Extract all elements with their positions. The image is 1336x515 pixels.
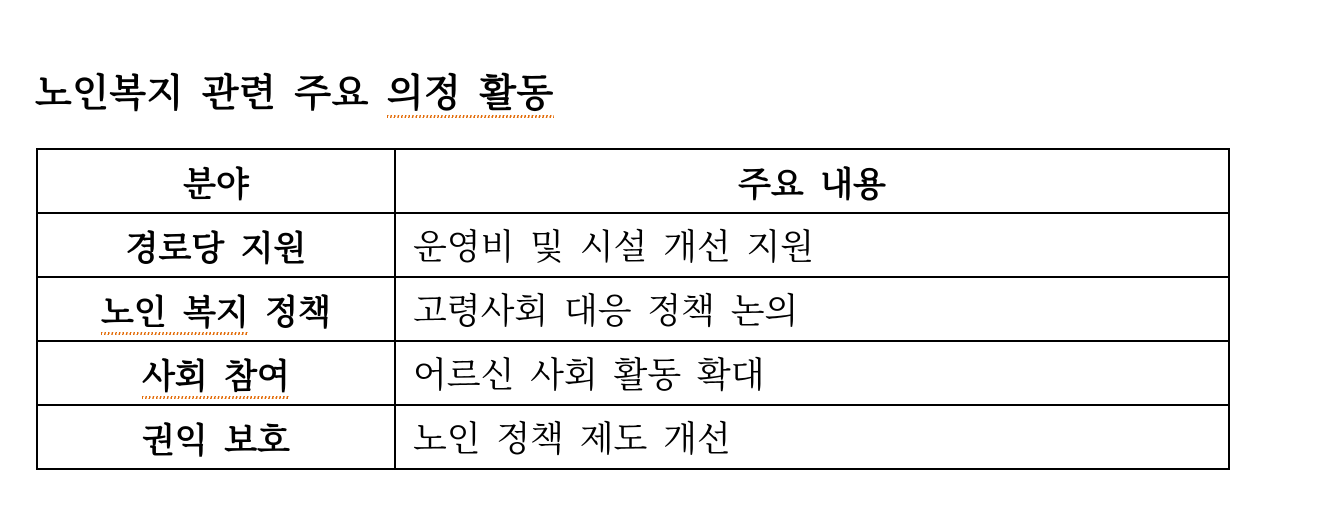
page-title-spellcheck-underline: 의정 활동 xyxy=(387,73,554,118)
table-row xyxy=(37,277,1229,341)
activities-table xyxy=(36,148,1230,470)
field-text: 권익 보호 xyxy=(142,421,290,460)
table-row xyxy=(37,213,1229,277)
content-cell: 고령사회 대응 정책 논의 xyxy=(395,277,1229,341)
field-cell xyxy=(37,277,395,341)
content-cell: 노인 정책 제도 개선 xyxy=(395,405,1229,469)
content-cell: 운영비 및 시설 개선 지원 xyxy=(395,213,1229,277)
table-row xyxy=(37,405,1229,469)
field-spellcheck-underline: 사회 참여 xyxy=(142,358,290,399)
field-text: 경로당 지원 xyxy=(125,229,307,268)
table-header-row xyxy=(37,149,1229,213)
header-cell-content: 주요 내용 xyxy=(395,149,1229,213)
header-cell-field: 분야 xyxy=(37,149,395,213)
page-title-text: 노인복지 관련 주요 xyxy=(35,73,387,115)
field-spellcheck-underline: 노인 복지 xyxy=(101,294,249,335)
field-cell xyxy=(37,213,395,277)
field-cell xyxy=(37,341,395,405)
field-text: 정책 xyxy=(248,293,331,332)
page-title xyxy=(35,74,554,116)
field-cell xyxy=(37,405,395,469)
content-cell: 어르신 사회 활동 확대 xyxy=(395,341,1229,405)
table-row xyxy=(37,341,1229,405)
